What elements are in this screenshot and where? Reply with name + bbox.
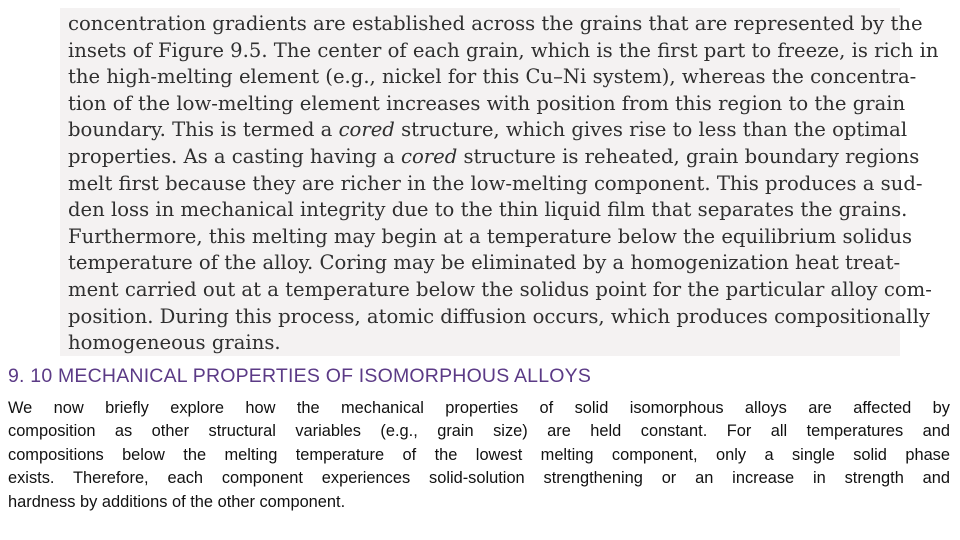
scanned-line: properties. As a casting having a cored structure is reheated, grain boundary regions	[68, 144, 920, 168]
scanned-line: concentration gradients are established across the grains that are represented by the	[68, 12, 923, 35]
emphasized-term: cored	[338, 118, 395, 142]
scanned-line: position. During this process, atomic diffusion occurs, which produces compositionally	[68, 304, 930, 328]
scanned-line: boundary. This is termed a cored structure, which gives rise to less than the optimal	[68, 118, 908, 142]
scanned-line: Furthermore, this melting may begin at a temperature below the equilibrium solidus	[68, 224, 913, 248]
body-line: composition as other structural variables (e.g., grain size) are held constant. For all temperatures and	[8, 422, 950, 441]
scanned-line: insets of Figure 9.5. The center of each grain, which is the first part to freeze, is rich in	[68, 38, 939, 62]
emphasized-term: cored	[400, 144, 458, 168]
scanned-textbook-excerpt	[60, 8, 939, 356]
body-line: We now briefly explore how the mechanical properties of solid isomorphous alloys are affected by	[8, 399, 950, 417]
scanned-line: the high-melting element (e.g., nickel for this Cu–Ni system), whereas the concentra-	[68, 65, 917, 89]
scanned-line: homogeneous grains.	[68, 331, 281, 355]
scanned-line: den loss in mechanical integrity due to the thin liquid film that separates the grains.	[68, 198, 908, 222]
scanned-line: temperature of the alloy. Coring may be eliminated by a homogenization heat treat-	[68, 251, 901, 275]
scanned-line: melt first because they are richer in the low-melting component. This produces a sud-	[68, 171, 923, 195]
scanned-line: tion of the low-melting element increases with position from this region to the grain	[68, 91, 906, 115]
scanned-paragraph	[68, 11, 939, 357]
scanned-line: ment carried out at a temperature below the solidus point for the particular alloy com-	[68, 277, 932, 301]
body-line: compositions below the melting temperature of the lowest melting component, only a single solid phase	[8, 445, 950, 464]
section-heading: 9. 10 MECHANICAL PROPERTIES OF ISOMORPHOUS ALLOYS	[8, 365, 592, 387]
section-body	[8, 397, 950, 514]
body-line: exists. Therefore, each component experiences solid-solution strengthening or an increase in strength and	[8, 469, 950, 488]
body-line: hardness by additions of the other component.	[8, 492, 346, 511]
